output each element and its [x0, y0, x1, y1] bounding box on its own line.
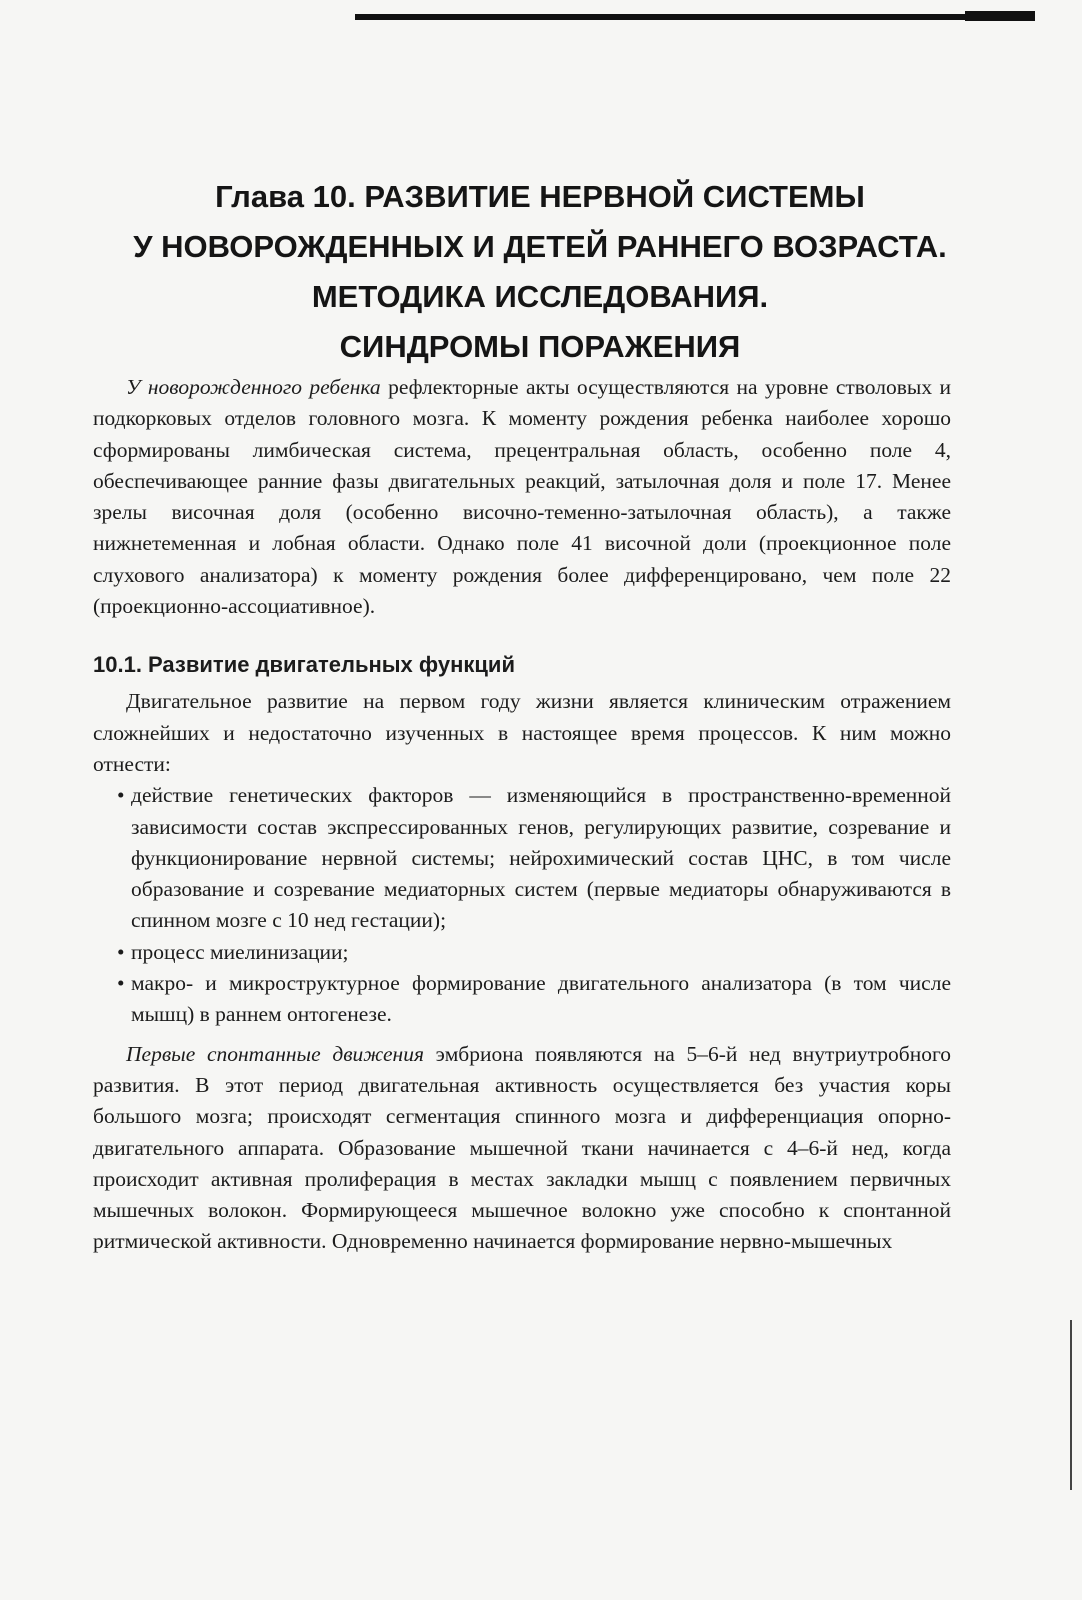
bullet-list — [93, 780, 951, 1030]
list-item-text: макро- и микроструктурное формирование двигательного анализатора (в том числе мышц) в раннем онтогенезе. — [131, 971, 951, 1027]
chapter-heading-line-3: МЕТОДИКА ИССЛЕДОВАНИЯ. — [311, 279, 769, 314]
section-paragraph-1: Двигательное развитие на первом году жизни является клиническим отражением сложнейших и недостаточно изученных в настоящее время процессов. К ним можно отнести: — [93, 689, 951, 776]
paragraph-2-text: эмбриона появляются на 5–6-й нед внутриутробного развития. В этот период двигательная активность осуществляется без участия коры большого мозга; происходят сегментация спинного мозга и дифференциация опорно-двигательного аппарата. Образование мышечной ткани начинается с 4–6-й нед, когда происходит активная пролиферация в местах закладки мышц с появлением первичных мышечных волокон. Формирующееся мышечное волокно уже способно к спонтанной ритмической активности. Одновременно начинается формирование нервно-мышечных — [93, 1041, 951, 1254]
list-item-text: действие генетических факторов — изменяющийся в пространственно-временной зависимости состав экспрессированных генов, регулирующих развитие, созревание и функционирование нервной системы; нейрохимический состав ЦНС, в том числе образование и созревание медиаторных систем (первые медиаторы обнаруживаются в спинном мозге с 10 нед гестации); — [131, 783, 951, 933]
list-item — [117, 780, 951, 936]
top-rule — [355, 14, 1035, 20]
page-edge-mark — [1070, 1320, 1072, 1490]
bullet-marker: • — [117, 971, 125, 996]
chapter-heading-line-4: СИНДРОМЫ ПОРАЖЕНИЯ — [339, 329, 741, 364]
list-item-text: процесс миелинизации; — [131, 939, 349, 964]
bullet-marker: • — [117, 939, 125, 964]
section-title: 10.1. Развитие двигательных функций — [93, 652, 515, 678]
paragraph-2-lead-italic: Первые спонтанные движения — [126, 1041, 424, 1066]
section-paragraph-2 — [93, 1039, 951, 1258]
intro-lead-italic: У новорожденного ребенка — [126, 375, 381, 399]
list-item — [117, 937, 951, 968]
page-body — [93, 372, 951, 1258]
intro-paragraph — [93, 372, 951, 622]
chapter-heading-line-1: Глава 10. РАЗВИТИЕ НЕРВНОЙ СИСТЕМЫ — [215, 179, 865, 214]
list-item — [117, 968, 951, 1031]
chapter-heading-line-2: У НОВОРОЖДЕННЫХ И ДЕТЕЙ РАННЕГО ВОЗРАСТА. — [133, 229, 947, 264]
chapter-heading — [60, 172, 1020, 372]
intro-text: рефлекторные акты осуществляются на уровне стволовых и подкорковых отделов головного мозга. К моменту рождения ребенка наиболее хорошо сформированы лимбическая система, прецентральная область, особенно поле 4, обеспечивающее ранние фазы двигательных реакций, затылочная доля и поле 17. Менее зрелы височная доля (особенно височно-теменно-затылочная область), а также нижнетеменная и лобная области. Однако поле 41 височной доли (проекционное поле слухового анализатора) к моменту рождения более дифференцировано, чем поле 22 (проекционно-ассоциативное). — [93, 375, 952, 619]
bullet-marker: • — [117, 783, 125, 808]
